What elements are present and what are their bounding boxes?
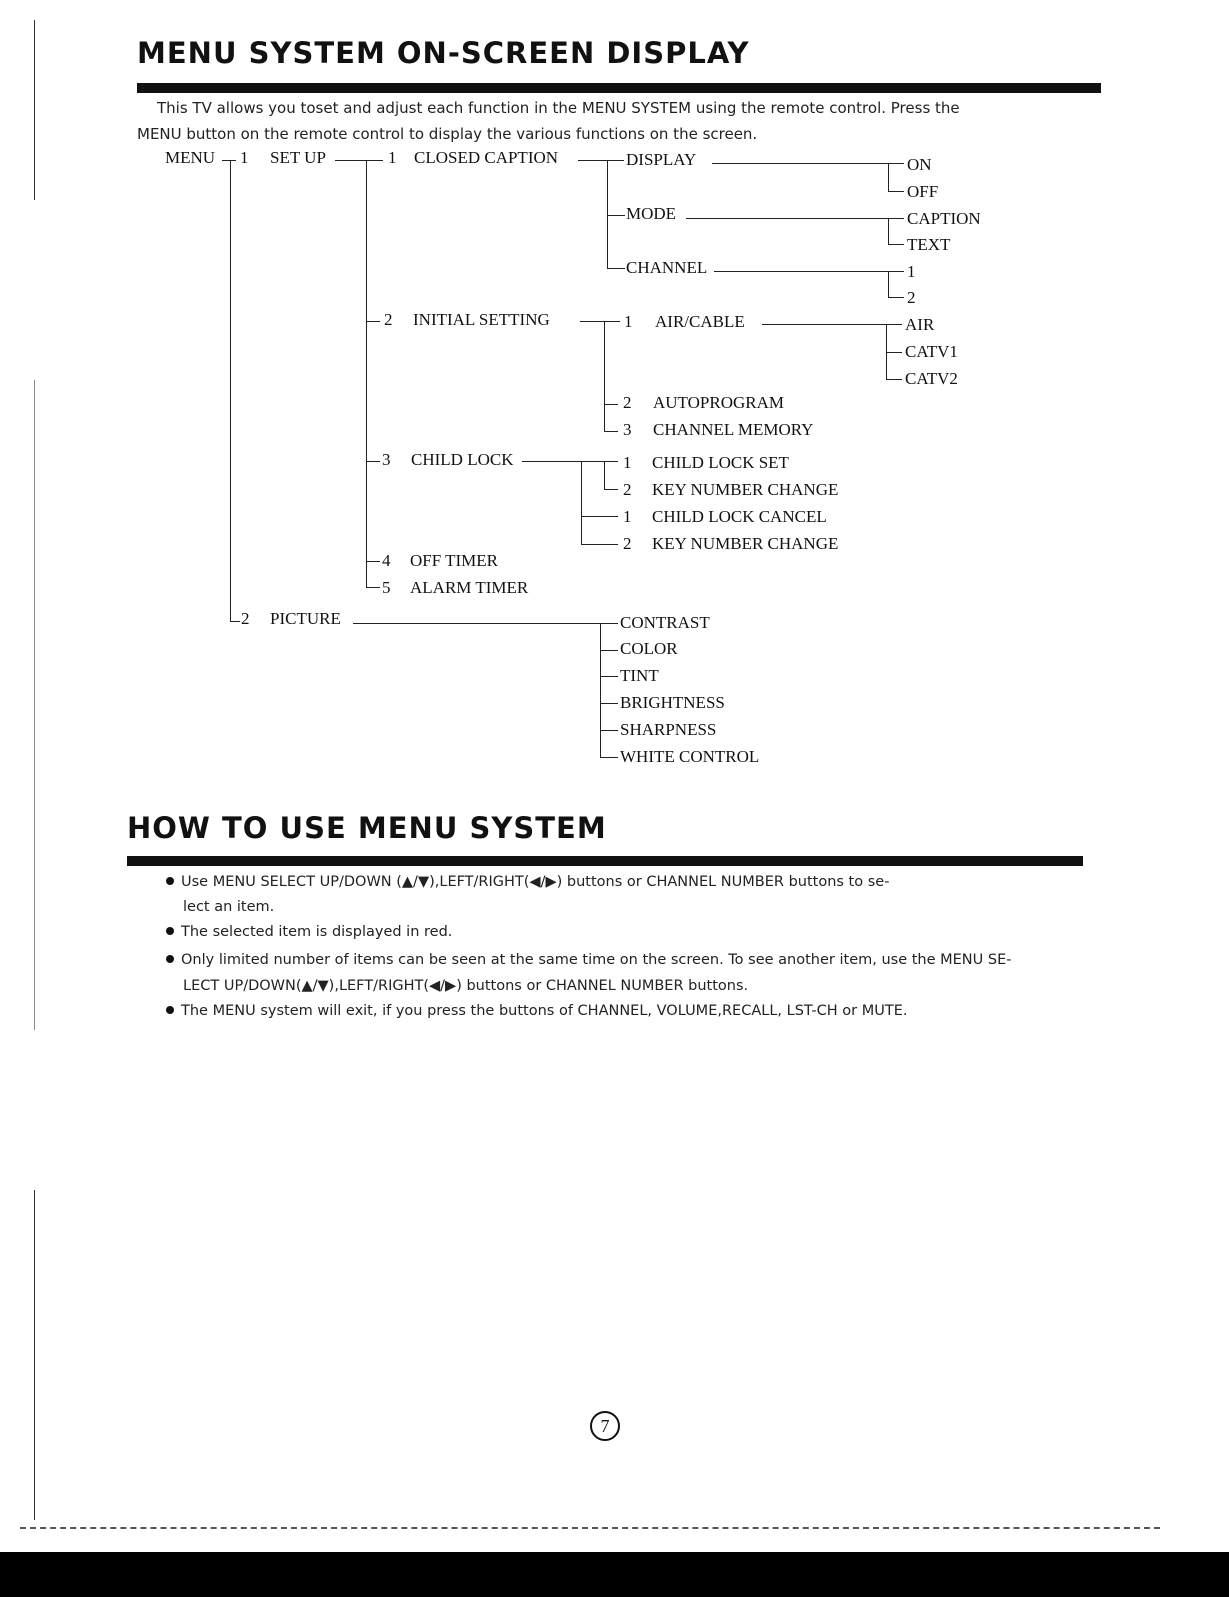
tree-color: COLOR <box>620 639 678 658</box>
tree-air-cable-num: 1 <box>624 312 633 331</box>
list-item: Use MENU SELECT UP/DOWN (▲/▼),LEFT/RIGHT(◀/▶) buttons or CHANNEL NUMBER buttons to se- <box>166 874 889 890</box>
tree-connector <box>604 321 605 431</box>
tree-connector <box>714 271 888 272</box>
tree-connector <box>886 324 902 325</box>
bullet-icon <box>166 927 174 935</box>
tree-air: AIR <box>905 315 935 334</box>
tree-child-lock-cancel: CHILD LOCK CANCEL <box>652 507 827 526</box>
tree-mode-text: TEXT <box>907 235 951 254</box>
intro-line-2: MENU button on the remote control to display the various functions on the screen. <box>137 125 758 143</box>
bullet-icon <box>166 1006 174 1014</box>
tree-autoprogram-label: AUTOPROGRAM <box>653 393 784 412</box>
page-number: 7 <box>590 1411 620 1441</box>
tree-connector <box>600 703 618 704</box>
tree-white-control: WHITE CONTROL <box>620 747 760 766</box>
tree-channel-2: 2 <box>907 288 916 307</box>
scan-edge-mark <box>34 380 35 1030</box>
scan-line-artifact <box>20 1527 1160 1531</box>
tree-connector <box>712 163 888 164</box>
tree-key-number-change: KEY NUMBER CHANGE <box>652 534 839 553</box>
tree-connector <box>888 218 904 219</box>
tree-air-cable-label: AIR/CABLE <box>655 312 745 331</box>
tree-child-lock-num: 3 <box>382 450 391 469</box>
tree-connector <box>888 271 904 272</box>
scan-edge-mark <box>34 20 35 200</box>
title-rule <box>137 83 1101 93</box>
tree-connector <box>888 297 904 298</box>
tree-alarm-timer-num: 5 <box>382 578 391 597</box>
tree-connector <box>886 352 902 353</box>
tree-connector <box>888 271 889 297</box>
tree-connector <box>604 489 618 490</box>
tree-catv2: CATV2 <box>905 369 958 388</box>
tree-sharpness: SHARPNESS <box>620 720 717 739</box>
tree-connector <box>762 324 886 325</box>
tree-picture-num: 2 <box>241 609 250 628</box>
tree-channel-label: CHANNEL <box>626 258 708 277</box>
tree-display-label: DISPLAY <box>626 150 697 169</box>
tree-connector <box>366 561 380 562</box>
tree-initial-setting-num: 2 <box>384 310 393 329</box>
tree-connector <box>888 244 904 245</box>
tree-connector <box>353 623 618 624</box>
tree-connector <box>600 650 618 651</box>
tree-connector <box>888 191 904 192</box>
tree-connector <box>600 623 601 757</box>
tree-connector <box>335 160 383 161</box>
tree-child-lock-set: CHILD LOCK SET <box>652 453 789 472</box>
tree-connector <box>578 160 624 161</box>
tree-closed-caption-label: CLOSED CAPTION <box>414 148 559 167</box>
tree-brightness: BRIGHTNESS <box>620 693 725 712</box>
tree-channel-memory-label: CHANNEL MEMORY <box>653 420 814 439</box>
tree-connector <box>607 268 625 269</box>
tree-connector <box>888 163 904 164</box>
tree-display-on: ON <box>907 155 932 174</box>
tree-setup-label: SET UP <box>270 148 326 167</box>
tree-child-lock-item-num: 2 <box>623 534 632 553</box>
scan-edge-mark <box>34 1190 35 1520</box>
tree-mode-caption: CAPTION <box>907 209 981 228</box>
tree-connector <box>230 160 231 622</box>
bullet-icon <box>166 955 174 963</box>
tree-connector <box>580 321 620 322</box>
page-title: MENU SYSTEM ON-SCREEN DISPLAY <box>137 36 750 70</box>
tree-setup-num: 1 <box>240 148 249 167</box>
tree-connector <box>366 587 380 588</box>
list-item: The selected item is displayed in red. <box>166 924 452 940</box>
tree-connector <box>366 160 367 587</box>
tree-connector <box>686 218 888 219</box>
tree-connector <box>607 160 608 268</box>
tree-connector <box>581 516 618 517</box>
tree-off-timer-label: OFF TIMER <box>410 551 499 570</box>
tree-connector <box>607 215 625 216</box>
tree-contrast: CONTRAST <box>620 613 710 632</box>
tree-initial-setting-label: INITIAL SETTING <box>413 310 550 329</box>
tree-connector <box>222 160 236 161</box>
tree-catv1: CATV1 <box>905 342 958 361</box>
tree-child-lock-item-num: 2 <box>623 480 632 499</box>
tree-tint: TINT <box>620 666 659 685</box>
bullet-icon <box>166 877 174 885</box>
tree-picture-label: PICTURE <box>270 609 341 628</box>
tree-connector <box>886 379 902 380</box>
tree-closed-caption-num: 1 <box>388 148 397 167</box>
list-item: Only limited number of items can be seen at the same time on the screen. To see another item, use the MENU SE- <box>166 952 1011 968</box>
tree-connector <box>366 321 380 322</box>
list-item: The MENU system will exit, if you press the buttons of CHANNEL, VOLUME,RECALL, LST-CH or MUTE. <box>166 1003 908 1019</box>
tree-mode-label: MODE <box>626 204 677 223</box>
tree-child-lock-label: CHILD LOCK <box>411 450 514 469</box>
tree-connector <box>581 461 582 544</box>
intro-line-1: This TV allows you toset and adjust each function in the MENU SYSTEM using the remote control. Press the <box>157 99 960 117</box>
tree-connector <box>604 431 618 432</box>
tree-connector <box>230 621 240 622</box>
tree-autoprogram-num: 2 <box>623 393 632 412</box>
tree-alarm-timer-label: ALARM TIMER <box>410 578 529 597</box>
tree-channel-1: 1 <box>907 262 916 281</box>
tree-off-timer-num: 4 <box>382 551 391 570</box>
tree-channel-memory-num: 3 <box>623 420 632 439</box>
tree-root-menu: MENU <box>165 148 216 167</box>
tree-connector <box>604 461 605 489</box>
tree-child-lock-item-num: 1 <box>623 453 632 472</box>
tree-connector <box>600 676 618 677</box>
tree-connector <box>888 163 889 191</box>
list-item-continuation: lect an item. <box>183 899 275 915</box>
tree-connector <box>581 544 618 545</box>
tree-key-number-change: KEY NUMBER CHANGE <box>652 480 839 499</box>
tree-connector <box>600 730 618 731</box>
tree-connector <box>600 757 618 758</box>
section-title: HOW TO USE MENU SYSTEM <box>127 811 607 845</box>
section-rule <box>127 856 1083 866</box>
tree-connector <box>888 218 889 244</box>
list-item-continuation: LECT UP/DOWN(▲/▼),LEFT/RIGHT(◀/▶) buttons or CHANNEL NUMBER buttons. <box>183 978 749 994</box>
tree-display-off: OFF <box>907 182 939 201</box>
scan-bottom-band <box>0 1552 1229 1597</box>
tree-connector <box>366 461 380 462</box>
tree-child-lock-item-num: 1 <box>623 507 632 526</box>
tree-connector <box>604 404 618 405</box>
